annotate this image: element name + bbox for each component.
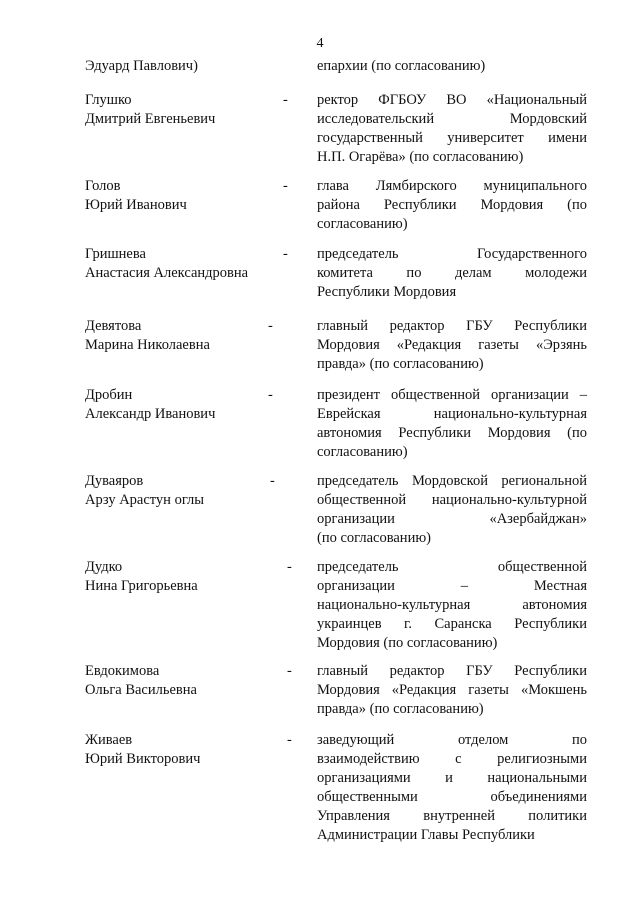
member-position-line: Мордовия «Редакция газеты «Мокшень (317, 682, 587, 698)
member-name-line: Эдуард Павлович) (85, 58, 198, 74)
member-name (85, 91, 275, 129)
member-name-line: Голов (85, 178, 121, 194)
member-position-line: (по согласованию) (317, 530, 431, 546)
member-position-line: комитета по делам молодежи (317, 265, 587, 281)
member-name (85, 57, 275, 76)
member-position-line: Мордовия «Редакция газеты «Эрзянь (317, 337, 587, 353)
member-position-line: Администрации Главы Республики (317, 827, 535, 843)
member-name-line: Марина Николаевна (85, 337, 210, 353)
member-name-line: Дробин (85, 387, 133, 403)
member-name-line: Юрий Иванович (85, 197, 187, 213)
member-position-line: главный редактор ГБУ Республики (317, 663, 587, 679)
member-position-line: организации «Азербайджан» (317, 511, 587, 527)
member-name-line: Девятова (85, 318, 142, 334)
member-position-line: общественными объединениями (317, 789, 587, 805)
member-position-line: национально-культурная автономия (317, 597, 587, 613)
member-name-line: Дуваяров (85, 473, 144, 489)
member-position-line: главный редактор ГБУ Республики (317, 318, 587, 334)
member-position-line: епархии (по согласованию) (317, 58, 486, 74)
member-name (85, 558, 275, 596)
member-name-line: Глушко (85, 92, 132, 108)
member-name (85, 472, 275, 510)
member-position-line: взаимодействию с религиозными (317, 751, 587, 767)
member-name (85, 245, 275, 283)
member-position-line: общественной национально-культурной (317, 492, 587, 508)
separator-dash: - (287, 559, 292, 575)
member-position-line: правда» (по согласованию) (317, 701, 484, 717)
separator-dash: - (270, 473, 275, 489)
member-position-line: глава Лямбирского муниципального (317, 178, 587, 194)
separator-dash: - (287, 732, 292, 748)
separator-dash: - (283, 246, 288, 262)
member-position-line: украинцев г. Саранска Республики (317, 616, 587, 632)
member-name (85, 317, 275, 355)
member-name-line: Дмитрий Евгеньевич (85, 111, 216, 127)
member-position-line: организациями и национальными (317, 770, 587, 786)
member-name-line: Александр Иванович (85, 406, 216, 422)
member-name (85, 662, 275, 700)
member-position-line: Управления внутренней политики (317, 808, 587, 824)
member-position-line: ректор ФГБОУ ВО «Национальный (317, 92, 587, 108)
member-position-line: исследовательский Мордовский (317, 111, 587, 127)
member-position-line: председатель Мордовской региональной (317, 473, 587, 489)
member-position-line: государственный университет имени (317, 130, 587, 146)
member-position-line: заведующий отделом по (317, 732, 587, 748)
member-name-line: Евдокимова (85, 663, 160, 679)
member-position (317, 472, 587, 548)
member-position-line: согласованию) (317, 444, 408, 460)
member-position (317, 57, 587, 76)
separator-dash: - (268, 387, 273, 403)
member-position (317, 317, 587, 374)
member-name-line: Гришнева (85, 246, 146, 262)
member-position-line: правда» (по согласованию) (317, 356, 484, 372)
member-position-line: Еврейская национально-культурная (317, 406, 587, 422)
member-name (85, 731, 275, 769)
member-position-line: автономия Республики Мордовия (по (317, 425, 587, 441)
separator-dash: - (287, 663, 292, 679)
member-position-line: Н.П. Огарёва» (по согласованию) (317, 149, 524, 165)
member-name (85, 386, 275, 424)
member-position-line: Республики Мордовия (317, 284, 457, 300)
member-name-line: Дудко (85, 559, 123, 575)
member-name-line: Анастасия Александровна (85, 265, 249, 281)
member-name-line: Ольга Васильевна (85, 682, 197, 698)
member-position (317, 91, 587, 167)
member-position-line: Мордовия (по согласованию) (317, 635, 498, 651)
member-position (317, 245, 587, 302)
member-position (317, 731, 587, 845)
separator-dash: - (283, 178, 288, 194)
member-position-line: организации – Местная (317, 578, 587, 594)
member-position-line: района Республики Мордовия (по (317, 197, 587, 213)
separator-dash: - (268, 318, 273, 334)
member-position-line: председатель Государственного (317, 246, 587, 262)
member-position (317, 177, 587, 234)
member-name-line: Арзу Арастун оглы (85, 492, 205, 508)
page-number: 4 (316, 36, 324, 51)
member-name-line: Юрий Викторович (85, 751, 201, 767)
member-name (85, 177, 275, 215)
member-position (317, 662, 587, 719)
member-position-line: согласованию) (317, 216, 408, 232)
separator-dash: - (283, 92, 288, 108)
member-name-line: Нина Григорьевна (85, 578, 198, 594)
member-position (317, 558, 587, 653)
member-name-line: Живаев (85, 732, 133, 748)
member-position-line: президент общественной организации – (317, 387, 587, 403)
member-position-line: председатель общественной (317, 559, 587, 575)
member-position (317, 386, 587, 462)
